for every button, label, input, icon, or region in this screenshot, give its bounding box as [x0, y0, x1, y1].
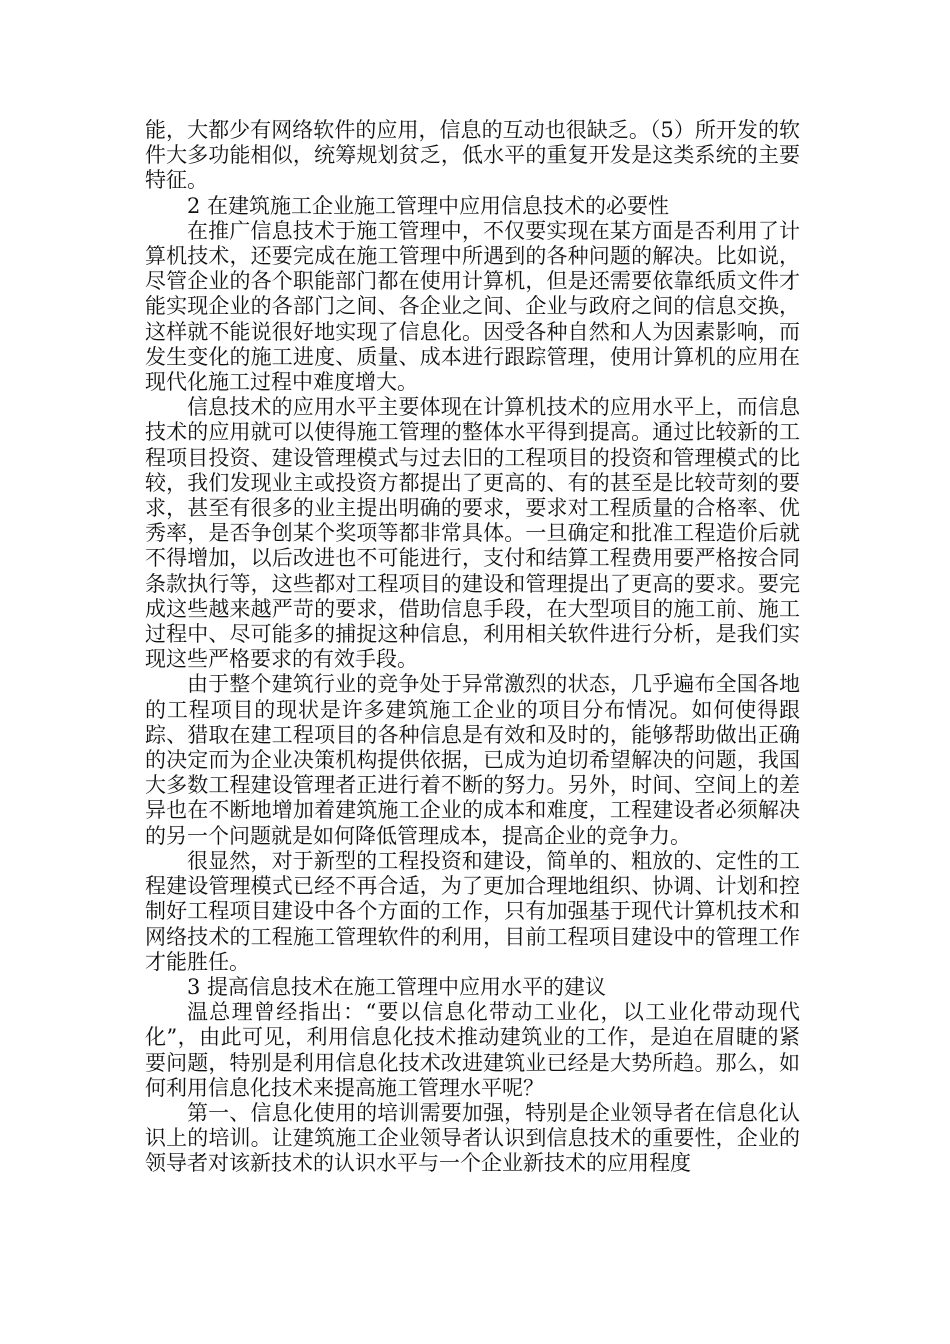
- section-3-paragraph-2: 第一、信息化使用的培训需要加强，特别是企业领导者在信息化认识上的培训。让建筑施工企业领导者认识到信息技术的重要性，企业的领导者对该新技术的认识水平与一个企业新技术的应用程度: [145, 1100, 800, 1176]
- section-2-paragraph-1: 在推广信息技术于施工管理中，不仅要实现在某方面是否利用了计算机技术，还要完成在施工管理中所遇到的各种问题的解决。比如说，尽管企业的各个职能部门都在使用计算机，但是还需要依靠纸质文件才能实现企业的各部门之间、各企业之间、企业与政府之间的信息交换，这样就不能说很好地实现了信息化。因受各种自然和人为因素影响，而发生变化的施工进度、质量、成本进行跟踪管理，使用计算机的应用在现代化施工过程中难度增大。: [145, 218, 800, 395]
- intro-continuation-paragraph: 能，大都少有网络软件的应用，信息的互动也很缺乏。（5）所开发的软件大多功能相似，统筹规划贫乏，低水平的重复开发是这类系统的主要特征。: [145, 118, 800, 193]
- section-2-paragraph-4: 很显然，对于新型的工程投资和建设，简单的、粗放的、定性的工程建设管理模式已经不再合适，为了更加合理地组织、协调、计划和控制好工程项目建设中各个方面的工作，只有加强基于现代计算机技术和网络技术的工程施工管理软件的利用，目前工程项目建设中的管理工作才能胜任。: [145, 848, 800, 974]
- document-page: [145, 118, 800, 1177]
- section-2-paragraph-2: 信息技术的应用水平主要体现在计算机技术的应用水平上，而信息技术的应用就可以使得施工管理的整体水平得到提高。通过比较新的工程项目投资、建设管理模式与过去旧的工程项目的投资和管理模式的比较，我们发现业主或投资方都提出了更高的、有的甚至是比较苛刻的要求，甚至有很多的业主提出明确的要求，要求对工程质量的合格率、优秀率，是否争创某个奖项等都非常具体。一旦确定和批准工程造价后就不得增加，以后改进也不可能进行，支付和结算工程费用要严格按合同条款执行等，这些都对工程项目的建设和管理提出了更高的要求。要完成这些越来越严苛的要求，借助信息手段，在大型项目的施工前、施工过程中、尽可能多的捕捉这种信息，利用相关软件进行分析，是我们实现这些严格要求的有效手段。: [145, 395, 800, 672]
- section-3-heading: 3 提高信息技术在施工管理中应用水平的建议: [187, 974, 607, 999]
- section-2-paragraph-3: 由于整个建筑行业的竞争处于异常激烈的状态，几乎遍布全国各地的工程项目的现状是许多建筑施工企业的项目分布情况。如何使得跟踪、猎取在建工程项目的各种信息是有效和及时的，能够帮助做出正确的决定而为企业决策机构提供依据，已成为迫切希望解决的问题，我国大多数工程建设管理者正进行着不断的努力。另外，时间、空间上的差异也在不断地增加着建筑施工企业的成本和难度，工程建设者必须解决的另一个问题就是如何降低管理成本，提高企业的竞争力。: [145, 672, 800, 848]
- section-3-paragraph-1: 温总理曾经指出：“要以信息化带动工业化，以工业化带动现代化”，由此可见，利用信息化技术推动建筑业的工作，是迫在眉睫的紧要问题，特别是利用信息化技术改进建筑业已经是大势所趋。那么，如何利用信息化技术来提高施工管理水平呢？: [145, 1000, 800, 1100]
- section-2-heading: 2 在建筑施工企业施工管理中应用信息技术的必要性: [187, 193, 670, 218]
